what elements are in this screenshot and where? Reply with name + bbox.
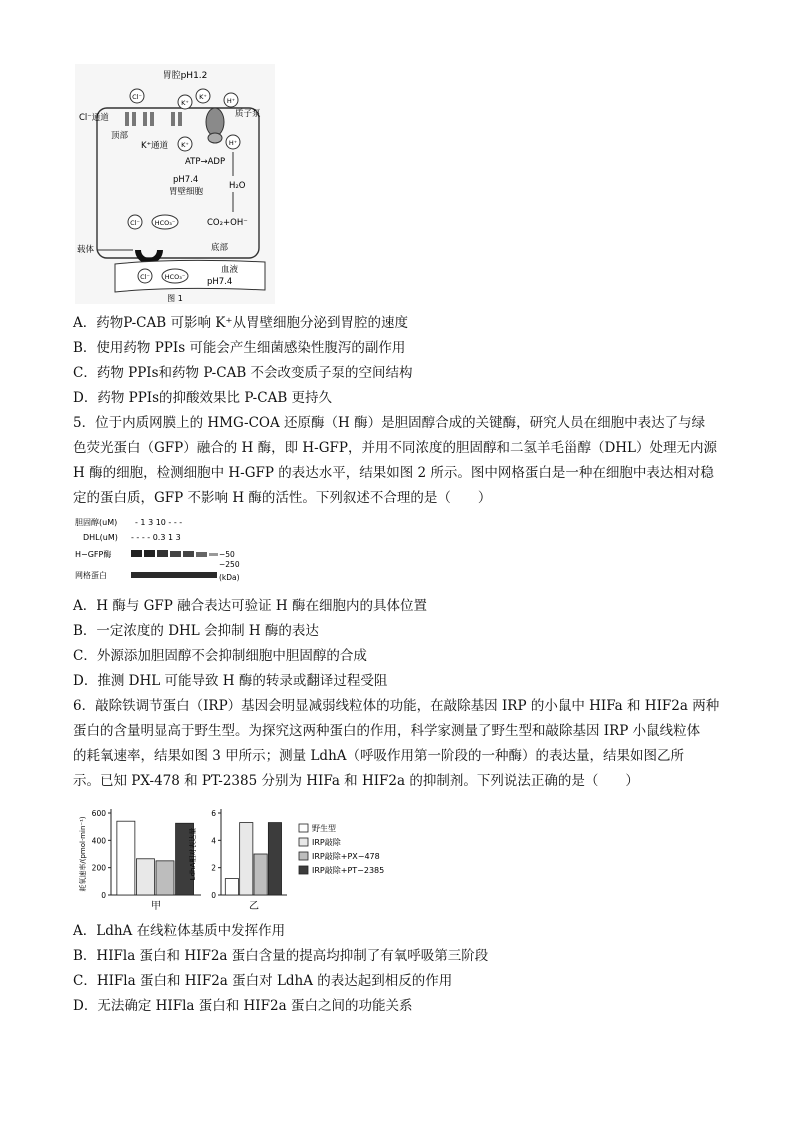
fig1-caption: 图 1 bbox=[167, 294, 183, 303]
q4-option-b: B．使用药物 PPIs 可能会产生细菌感染性腹泻的副作用 bbox=[73, 340, 406, 356]
fig1-k-channel: K⁺通道 bbox=[141, 141, 169, 151]
fig1-ion-h-mid: H⁺ bbox=[228, 139, 238, 147]
q4-option-c: C．药物 PPIs和药物 P-CAB 不会改变质子泵的空间结构 bbox=[73, 365, 413, 381]
fig1-cl-channel: Cl⁻通道 bbox=[79, 113, 109, 123]
y-tick-label: 6 bbox=[211, 809, 216, 818]
legend-swatch bbox=[299, 852, 308, 860]
bar-3 bbox=[254, 854, 267, 895]
y-axis-label: LdhA相对表达量 bbox=[189, 827, 197, 881]
y-tick-label: 0 bbox=[101, 891, 106, 900]
fig1-ion-k-3: K⁺ bbox=[181, 141, 189, 149]
figure-3-bar-charts bbox=[73, 797, 403, 915]
fig1-ion-cl-mid: Cl⁻ bbox=[130, 219, 140, 227]
fig2-row4-label: 网格蛋白 bbox=[75, 571, 107, 580]
fig1-ion-cl-blood: Cl⁻ bbox=[140, 273, 150, 281]
q6-stem-line-1: 6．敲除铁调节蛋白（IRP）基因会明显减弱线粒体的功能，在敲除基因 IRP 的小鼠中 HIFa 和 HIF2a 两种 bbox=[73, 698, 720, 714]
fig2-clathrin-bands bbox=[131, 572, 217, 578]
fig1-cell-name: 胃壁细胞 bbox=[169, 187, 204, 197]
fig1-base: 底部 bbox=[211, 243, 229, 253]
fig1-blood: 血液 bbox=[221, 265, 239, 275]
fig2-row2-values: - - - - 0.3 1 3 bbox=[131, 533, 181, 542]
bar-2 bbox=[136, 859, 154, 895]
fig1-co2-oh: CO₂+OH⁻ bbox=[207, 218, 248, 228]
y-tick-label: 600 bbox=[91, 809, 106, 818]
fig1-ion-hco3-mid: HCO₃⁻ bbox=[154, 219, 176, 227]
bar-4 bbox=[268, 823, 281, 895]
legend-swatch bbox=[299, 838, 308, 846]
fig1-proton-pump: 质子泵 bbox=[235, 109, 261, 119]
legend-label: IRP敲除+PT−2385 bbox=[312, 866, 385, 875]
fig1-ion-h-top: H⁺ bbox=[226, 97, 236, 105]
q5-stem-line-4: 定的蛋白质，GFP 不影响 H 酶的活性。下列叙述不合理的是（ ） bbox=[73, 490, 492, 506]
q5-option-b: B．一定浓度的 DHL 会抑制 H 酶的表达 bbox=[73, 623, 319, 639]
q6-stem-line-4: 示。已知 PX-478 和 PT-2385 分别为 HIFa 和 HIF2a 的抑制剂。下列说法正确的是（ ） bbox=[73, 773, 639, 789]
y-tick-label: 200 bbox=[91, 863, 106, 873]
fig2-row1-label: 胆固醇(uM) bbox=[75, 518, 118, 527]
legend-label: IRP敲除+PX−478 bbox=[312, 852, 380, 861]
fig1-ion-k-1: K⁺ bbox=[181, 99, 189, 107]
fig2-row1-values: - 1 3 10 - - - bbox=[135, 518, 183, 527]
fig1-ion-hco3-blood: HCO₃⁻ bbox=[164, 273, 186, 281]
q6-option-c: C．HIFla 蛋白和 HIF2a 蛋白对 LdhA 的表达起到相反的作用 bbox=[73, 973, 453, 989]
fig1-cell-ph: pH7.4 bbox=[173, 175, 199, 185]
legend-label: 野生型 bbox=[312, 824, 336, 833]
q4-option-d: D．药物 PPIs的抑酸效果比 P-CAB 更持久 bbox=[73, 390, 333, 406]
fig1-ion-k-2: K⁺ bbox=[199, 93, 207, 101]
bar-2 bbox=[240, 823, 253, 895]
legend-label: IRP敲除 bbox=[312, 838, 341, 847]
q5-option-d: D．推测 DHL 可能导致 H 酶的转录或翻译过程受阻 bbox=[73, 673, 388, 689]
legend-swatch bbox=[299, 824, 308, 832]
fig2-row2-label: DHL(uM) bbox=[83, 533, 118, 542]
fig1-top-label: 胃腔pH1.2 bbox=[162, 71, 208, 81]
fig2-unit: (kDa) bbox=[219, 573, 240, 582]
figure-1-diagram bbox=[75, 64, 275, 304]
y-tick-label: 400 bbox=[91, 836, 106, 846]
chart-yi bbox=[188, 809, 287, 912]
chart-title: 甲 bbox=[151, 901, 161, 912]
q4-option-a: A．药物P-CAB 可影响 K⁺从胃壁细胞分泌到胃腔的速度 bbox=[73, 315, 408, 331]
fig1-apex: 顶部 bbox=[111, 131, 129, 141]
figure-2-western-blot bbox=[73, 514, 243, 588]
q5-stem-line-3: H 酶的细胞，检测细胞中 H-GFP 的表达水平，结果如图 2 所示。图中网格蛋白是一种在细胞中表达相对稳 bbox=[73, 465, 714, 481]
fig1-blood-ph: pH7.4 bbox=[207, 277, 233, 287]
bar-1 bbox=[225, 879, 238, 895]
q6-option-b: B．HIFla 蛋白和 HIF2a 蛋白含量的提高均抑制了有氧呼吸第三阶段 bbox=[73, 948, 489, 964]
fig2-hgfp-bands bbox=[131, 550, 218, 557]
chart-jia bbox=[78, 809, 201, 912]
fig2-marker-50: −50 bbox=[219, 550, 235, 559]
q6-stem-line-2: 蛋白的含量明显高于野生型。为探究这两种蛋白的作用，科学家测量了野生型和敲除基因 IRP 小鼠线粒体 bbox=[73, 723, 701, 739]
chart-legend bbox=[299, 823, 384, 875]
q5-option-c: C．外源添加胆固醇不会抑制细胞中胆固醇的合成 bbox=[73, 648, 367, 664]
q6-option-d: D．无法确定 HIFla 蛋白和 HIF2a 蛋白之间的功能关系 bbox=[73, 998, 413, 1014]
q6-stem-line-3: 的耗氧速率，结果如图 3 甲所示；测量 LdhA（呼吸作用第一阶段的一种酶）的表达量，结果如图乙所 bbox=[73, 748, 685, 764]
fig1-atp-adp: ATP→ADP bbox=[185, 157, 226, 167]
q5-stem-line-2: 色荧光蛋白（GFP）融合的 H 酶，即 H-GFP，并用不同浓度的胆固醇和二氢羊毛甾醇（DHL）处理无内源 bbox=[73, 440, 718, 456]
chart-title: 乙 bbox=[249, 901, 259, 912]
fig2-marker-250: −250 bbox=[219, 560, 240, 569]
q5-stem-line-1: 5．位于内质网膜上的 HMG-COA 还原酶（H 酶）是胆固醇合成的关键酶，研究人员在细胞中表达了与绿 bbox=[73, 415, 706, 431]
fig1-ion-cl-top: Cl⁻ bbox=[132, 93, 142, 101]
bar-3 bbox=[156, 861, 174, 895]
y-tick-label: 2 bbox=[211, 863, 216, 873]
q5-option-a: A．H 酶与 GFP 融合表达可验证 H 酶在细胞内的具体位置 bbox=[73, 598, 427, 614]
y-tick-label: 0 bbox=[211, 891, 216, 900]
q6-option-a: A．LdhA 在线粒体基质中发挥作用 bbox=[73, 923, 286, 939]
fig1-carrier: 载体 bbox=[77, 245, 95, 255]
fig1-h2o: H₂O bbox=[229, 181, 246, 191]
y-axis-label: 耗氧速率/(pmol·min⁻¹) bbox=[79, 816, 87, 892]
y-tick-label: 4 bbox=[211, 836, 216, 846]
legend-swatch bbox=[299, 866, 308, 874]
fig2-row3-label: H−GFP酶 bbox=[75, 550, 112, 559]
bar-1 bbox=[117, 821, 135, 895]
